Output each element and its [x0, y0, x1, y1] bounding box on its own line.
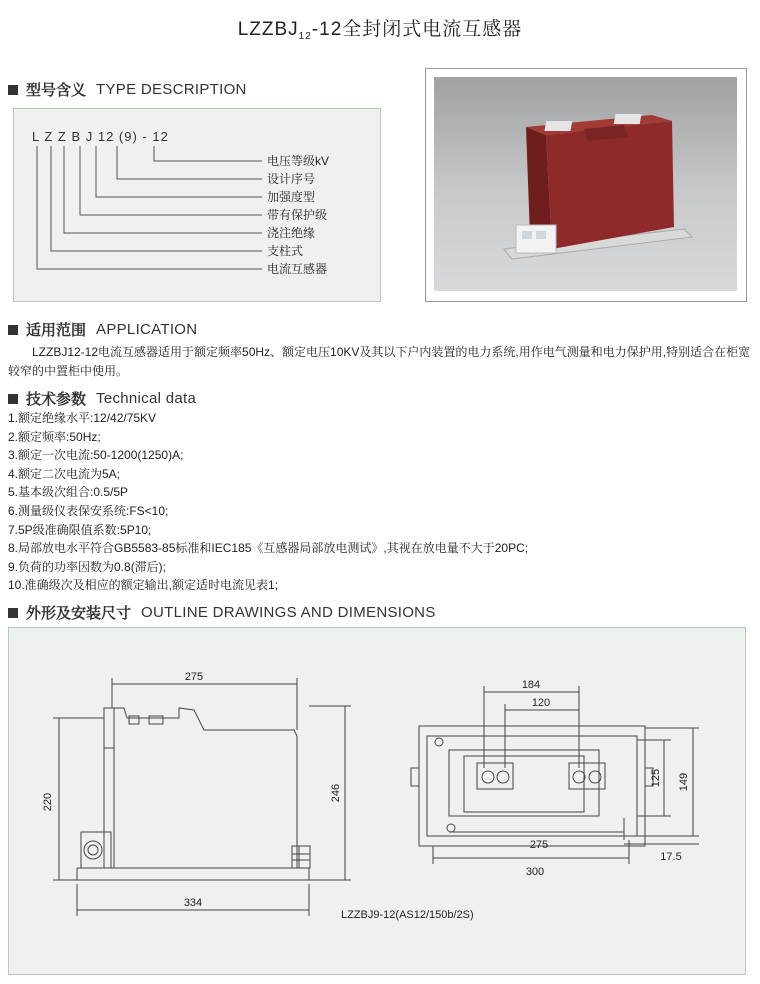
spec-item: 2.额定频率:50Hz; — [8, 429, 101, 444]
page-title: $LZZBJ_{12}-12$全封闭式电流互感器 — [237, 19, 523, 42]
section-outline-heading: 外形及安装尺寸 OUTLINE DRAWINGS AND DIMENSIONS — [8, 602, 436, 623]
spec-item: 3.额定一次电流:50-1200(1250)A; — [8, 448, 184, 463]
section-type-heading: 型号含义 TYPE DESCRIPTION — [8, 79, 247, 100]
dim-front-base: 334 — [183, 897, 203, 909]
dim-top-125: 125 — [650, 768, 662, 788]
section-bullet-icon — [8, 394, 18, 404]
spec-item: 8.局部放电水平符合GB5583-85标准和IEC185《互感器局部放电测试》,其视在放电量不大于20PC; — [8, 541, 529, 556]
spec-item: 9.负荷的功率因数为0.8(滞后); — [8, 559, 167, 574]
section-bullet-icon — [8, 325, 18, 335]
spec-item: 6.测量级仪表保安系统:FS<10; — [8, 503, 169, 518]
type-meaning: 带有保护级 — [267, 208, 328, 222]
product-photo-frame — [425, 68, 747, 302]
current-transformer-image — [434, 77, 737, 291]
dim-top-300: 300 — [525, 866, 545, 878]
type-meaning: 支柱式 — [267, 244, 304, 258]
product-photo — [434, 77, 737, 291]
section-technical-heading: 技术参数 Technical data — [8, 388, 196, 409]
outline-drawing — [9, 628, 745, 974]
spec-item: 7.5P级准确限值系数:5P10; — [8, 522, 152, 537]
dim-top-184: 184 — [521, 679, 541, 691]
dim-top-149: 149 — [678, 772, 690, 792]
dim-top-275: 275 — [529, 839, 549, 851]
section-bullet-icon — [8, 85, 18, 95]
dim-front-height-total: 246 — [330, 783, 342, 803]
type-meaning: 设计序号 — [267, 172, 316, 186]
type-description-diagram — [14, 109, 380, 301]
dim-top-120: 120 — [531, 697, 551, 709]
spec-item: 4.额定二次电流为5A; — [8, 466, 121, 481]
outline-drawing-panel — [8, 627, 746, 975]
technical-data-list — [8, 409, 528, 595]
dim-front-width: 275 — [184, 671, 204, 683]
type-meaning: 加强度型 — [267, 190, 316, 204]
spec-item: 10.准确级次及相应的额定输出,额定适时电流见表1; — [8, 578, 279, 593]
spec-item: 1.额定绝缘水平:12/42/75KV — [8, 411, 157, 425]
spec-item: 5.基本级次组合:0.5/5P — [8, 485, 129, 500]
section-bullet-icon — [8, 608, 18, 618]
model-label: LZZBJ9-12(AS12/150b/2S) — [341, 909, 474, 921]
type-meaning: 电压等级kV — [267, 154, 330, 168]
type-description-panel — [13, 108, 381, 302]
type-meaning: 浇注绝缘 — [267, 226, 316, 240]
dim-front-height: 220 — [42, 792, 54, 812]
type-code: L Z Z B J 12 (9) - 12 — [32, 129, 169, 144]
dim-top-17-5: 17.5 — [660, 851, 682, 863]
application-paragraph: LZZBJ12-12电流互感器适用于额定频率50Hz、额定电压10KV及其以下户内装置的电力系统,用作电气测量和电力保护用,特别适合在柜宽较窄的中置柜中使用。 — [8, 345, 751, 378]
section-application-heading: 适用范围 APPLICATION — [8, 319, 197, 340]
type-meaning: 电流互感器 — [267, 262, 328, 276]
